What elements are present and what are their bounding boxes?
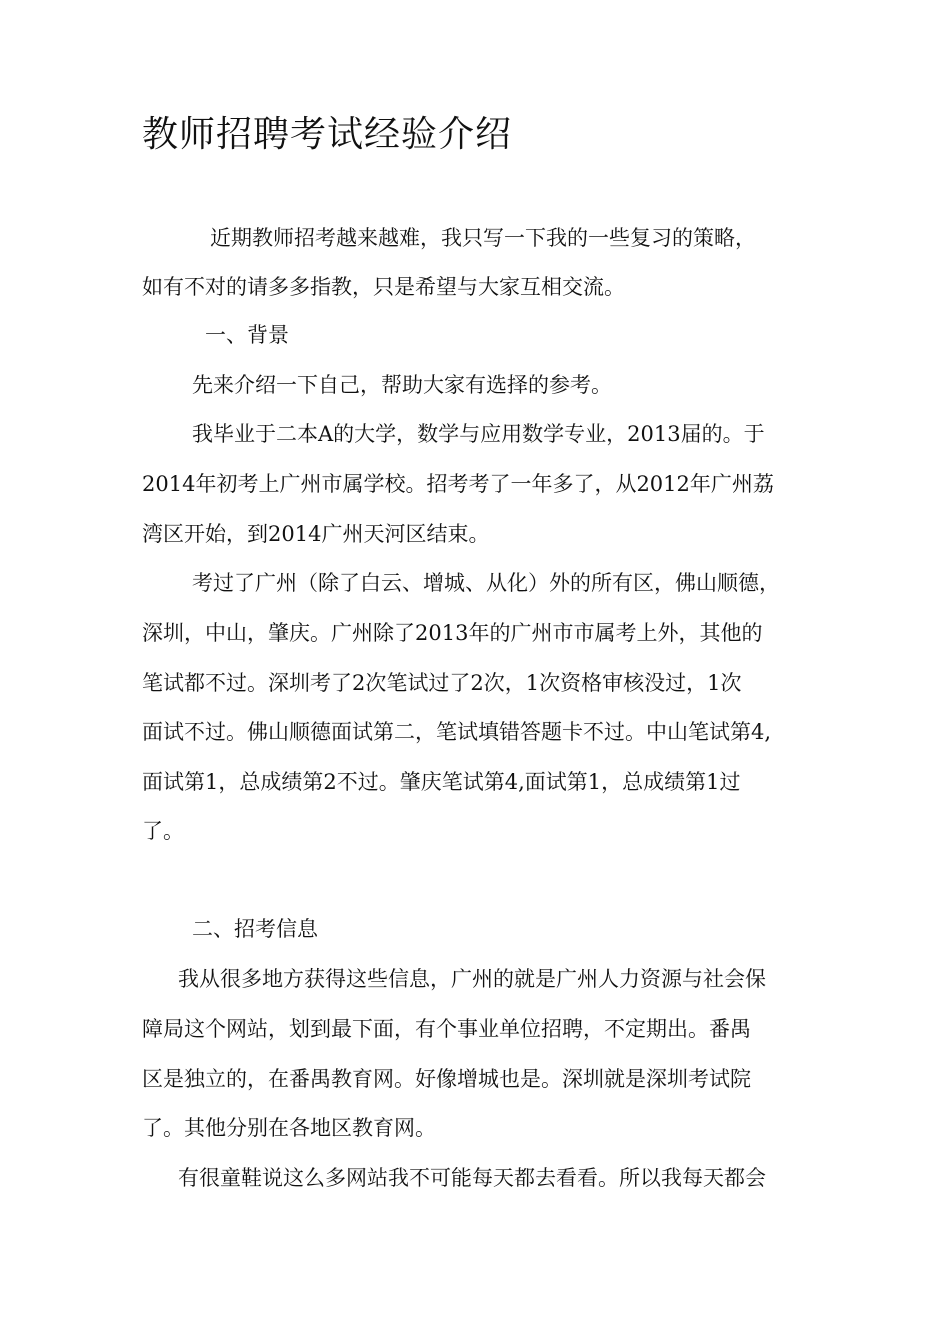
- paragraph-line: 2014年初考上广州市属学校。招考考了一年多了，从2012年广州荔: [142, 472, 774, 496]
- paragraph-line: 近期教师招考越来越难，我只写一下我的一些复习的策略，: [210, 226, 756, 250]
- paragraph-line: 如有不对的请多多指教，只是希望与大家互相交流。: [142, 275, 625, 299]
- paragraph-line: 了。其他分别在各地区教育网。: [142, 1116, 436, 1140]
- paragraph-line: 我从很多地方获得这些信息，广州的就是广州人力资源与社会保: [178, 967, 766, 991]
- paragraph-line: 考过了广州（除了白云、增城、从化）外的所有区，佛山顺德，: [192, 571, 780, 595]
- paragraph-line: 湾区开始，到2014广州天河区结束。: [142, 522, 490, 546]
- section-heading: 二、招考信息: [192, 917, 318, 941]
- paragraph-line: 我毕业于二本A的大学，数学与应用数学专业，2013届的。于: [192, 422, 765, 446]
- paragraph-line: 障局这个网站，划到最下面，有个事业单位招聘，不定期出。番禺: [142, 1017, 751, 1041]
- paragraph-line: 区是独立的，在番禺教育网。好像增城也是。深圳就是深圳考试院: [142, 1067, 751, 1091]
- paragraph-line: 有很童鞋说这么多网站我不可能每天都去看看。所以我每天都会: [178, 1166, 766, 1190]
- paragraph-line: 先来介绍一下自己，帮助大家有选择的参考。: [192, 373, 612, 397]
- paragraph-line: 了。: [142, 819, 184, 843]
- paragraph-line: 面试第1，总成绩第2不过。肇庆笔试第4,面试第1，总成绩第1过: [142, 770, 741, 794]
- section-heading: 一、背景: [205, 323, 289, 347]
- paragraph-line: 笔试都不过。深圳考了2次笔试过了2次，1次资格审核没过，1次: [142, 671, 742, 695]
- document-title: 教师招聘考试经验介绍: [142, 114, 513, 155]
- paragraph-line: 面试不过。佛山顺德面试第二，笔试填错答题卡不过。中山笔试第4,: [142, 720, 772, 744]
- paragraph-line: 深圳，中山，肇庆。广州除了2013年的广州市市属考上外，其他的: [142, 621, 763, 645]
